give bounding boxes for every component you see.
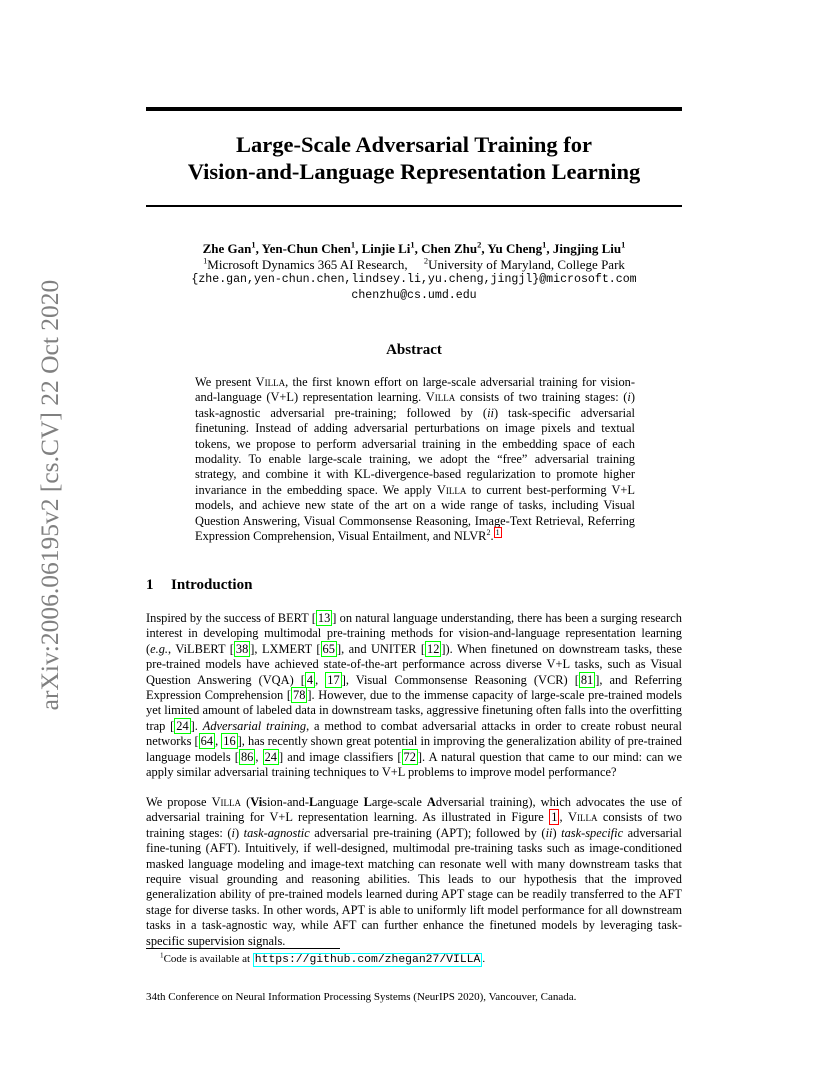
section-number: 1 [146, 577, 154, 593]
footnote-rule [146, 948, 340, 949]
author-3: Linjie Li [361, 241, 411, 256]
author-1: Zhe Gan [202, 241, 252, 256]
emails-line-1: {zhe.gan,yen-chun.chen,lindsey.li,yu.cheng,jingjl}@microsoft.com [191, 273, 637, 286]
author-6: Jingjing Liu [552, 241, 622, 256]
intro-paragraph-1: Inspired by the success of BERT [ 13 ] on natural language understanding, there has been a surging research interest in developing multimodal pre-training methods for vision-and-language representation learning (e.g., ViLBERT [ 38 ], LXMERT [ 65 ], and UNITER [ 12 ]). When finetuned on downstream tasks, these pre-trained models have achieved state-of-the-art performance across diverse V+L tasks, such as Visual Question Answering (VQA) [ 4 , 17 ], Visual Commonsense Reasoning (VCR) [ 81 ], and Referring Expression Comprehension [ 78 ]. However, due to the immense capacity of large-scale pre-trained models yet limited amount of labeled data in downstream tasks, aggressive finetuning often falls into the overfitting trap [ 24 ]. Adversarial training, a method to combat adversarial attacks in order to create robust neural networks [ 64 , 16 ], has recently shown great potential in improving the generalization ability of pre-trained language models [ 86 , 24 ] and image classifiers [ 72 ]. A natural question that came to our mind: can we apply similar adversarial training techniques to V+L problems to improve model performance? [146, 611, 683, 780]
footnote-mark: 1 [160, 951, 164, 960]
author-6-aff: 1 [621, 239, 626, 250]
footnote: $^1$Code is available at https://github.com/zhegan27/VILLA . [160, 951, 486, 966]
title-rule-bottom [146, 205, 682, 207]
author-4-aff: 2 [477, 239, 482, 250]
author-2: Yen-Chun Chen [261, 241, 351, 256]
paper-title [146, 131, 682, 185]
section-heading [146, 577, 252, 594]
code-link[interactable]: https://github.com/zhegan27/VILLA [254, 954, 481, 966]
author-4: Chen Zhu [421, 241, 478, 256]
title-rule-top [146, 107, 682, 111]
author-1-aff: 1 [251, 239, 256, 250]
emails-line-2: chenzhu@cs.umd.edu [351, 288, 477, 302]
author-block [146, 241, 682, 303]
abstract-heading: Abstract [386, 342, 442, 358]
abstract-text: We present Villa, the first known effort on large-scale adversarial training for vision-and-language (V+L) representation learning. Villa consists of two training stages: (i) task-agnostic adversarial pre-training; followed by (ii) task-specific adversarial finetuning. Instead of adding adversarial perturbations on image pixels and textual tokens, we propose to perform adversarial training in the embedding space of each modality. To enable large-scale training, we adopt the “free” adversarial training strategy, and combine it with KL-divergence-based regularization to promote higher invariance in the embedding space. We apply Villa to current best-performing V+L models, and achieve new state of the art on a wide range of tasks, including Visual Question Answering, Visual Commonsense Reasoning, Image-Text Retrieval, Referring Expression Comprehension, Visual Entailment, and NLVR$^2$. $^1$ [195, 375, 636, 544]
footnote-text: Code is available at [163, 953, 251, 965]
section-title: Introduction [171, 577, 253, 593]
title-line-1: Large-Scale Adversarial Training for [235, 132, 592, 157]
author-names: Zhe Gan$^1$, Yen-Chun Chen$^1$, Linjie Li$^1$, Chen Zhu$^2$, Yu Cheng$^1$, Jingjing Liu$^1$ [202, 239, 626, 256]
title-line-2: Vision-and-Language Representation Learning [187, 159, 641, 184]
author-3-aff: 1 [410, 239, 415, 250]
affiliation-1: Microsoft Dynamics 365 AI Research, [207, 256, 408, 272]
author-5-aff: 1 [542, 239, 547, 250]
affiliations: $^1$Microsoft Dynamics 365 AI Research, $^2$University of Maryland, College Park [203, 255, 625, 272]
author-5: Yu Cheng [487, 241, 543, 256]
affiliation-2: University of Maryland, College Park [428, 256, 625, 272]
arxiv-stamp: arXiv:2006.06195v2 [cs.CV] 22 Oct 2020 [35, 279, 64, 711]
author-2-aff: 1 [350, 239, 356, 250]
intro-paragraph-2: We propose Villa (Vision-and-Language Large-scale Adversarial training), which advocates the use of adversarial training for V+L representation learning. As illustrated in Figure 1 , Villa consists of two training stages: (i) task-agnostic adversarial pre-training (APT); followed by (ii) task-specific adversarial fine-tuning (AFT). Intuitively, if well-designed, multimodal pre-training tasks such as image-conditioned masked language modeling and image-text matching can resonate well with many downstream tasks that require visual grounding and reasoning abilities. This leads to our hypothesis that the improved generalization ability of pre-trained models learned during APT stage can be readily transferred to the AFT stage for diverse tasks. In other words, APT is able to uniformly lift model performance for all downstream tasks in a task-agnostic way, while AFT can further enhance the finetuned models by leveraging task-specific supervision signals. [146, 795, 682, 948]
conference-footer: 34th Conference on Neural Information Processing Systems (NeurIPS 2020), Vancouver, Canada. [146, 991, 577, 1003]
